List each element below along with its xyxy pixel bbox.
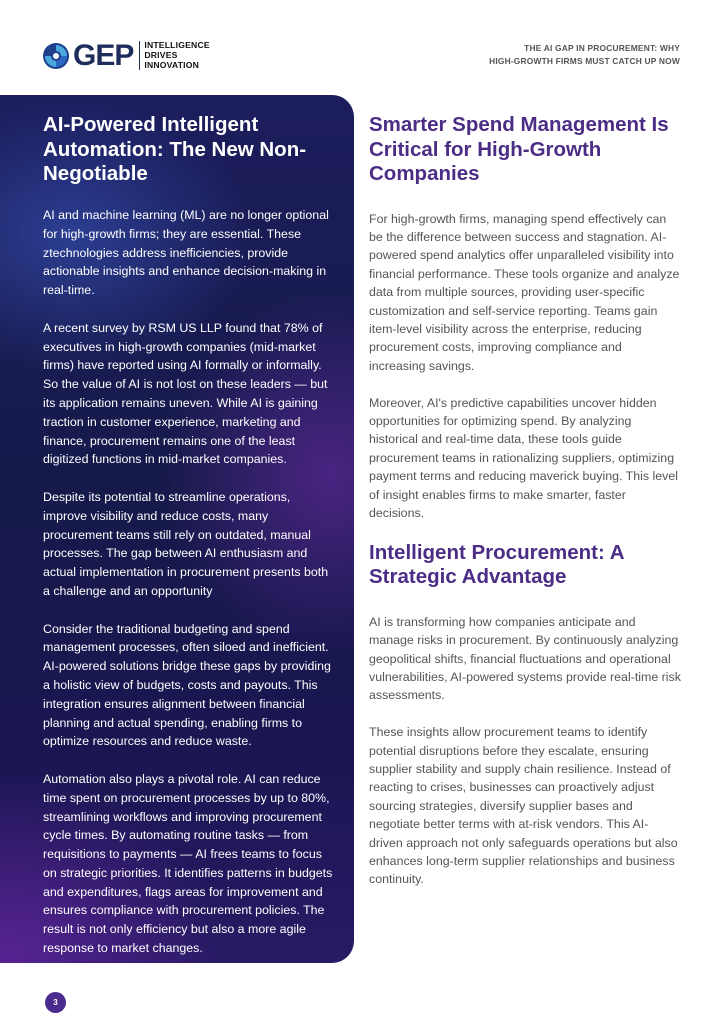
paragraph: Despite its potential to streamline operations, improve visibility and reduce costs, many procurement teams still rely on outdated, manual processes. The gap between AI enthusiasm and actual implementation in procurement presents both a challenge and an opportunity bbox=[43, 489, 329, 598]
section-body-spend-management bbox=[369, 210, 681, 523]
logo-tagline: INTELLIGENCE DRIVES INNOVATION bbox=[139, 41, 209, 70]
page-header bbox=[0, 0, 724, 90]
document-title: THE AI GAP IN PROCUREMENT: WHY HIGH-GROWTH FIRMS MUST CATCH UP NOW bbox=[489, 43, 680, 66]
paragraph: These insights allow procurement teams to identify potential disruptions before they escalate, ensuring supplier stability and supply chain resilience. Instead of reacting to crises, businesses can proactively adjust sourcing strategies, diversify supplier bases and negotiate better terms with at-risk vendors. This AI-driven approach not only safeguards operations but also enhances long-term supplier relationships and business continuity. bbox=[369, 725, 678, 887]
gep-swirl-icon bbox=[42, 42, 70, 70]
left-section-title: AI-Powered Intelligent Automation: The New Non-Negotiable bbox=[43, 113, 307, 185]
paragraph: Consider the traditional budgeting and spend management processes, often siloed and inefficient. AI-powered solutions bridge these gaps by providing a holistic view of budgets, costs and payouts. This integration ensures alignment between financial planning and actual spending, enabling firms to optimize resources and reduce waste. bbox=[43, 621, 331, 749]
gep-logo bbox=[42, 38, 210, 72]
paragraph: For high-growth firms, managing spend effectively can be the difference between success and stagnation. AI-powered spend analytics offer unparalleled visibility into financial performance. These tools organize and analyze data from multiple sources, providing user-specific customization and self-service reporting. Teams gain item-level visibility across the enterprise, reducing procurement costs, improving compliance and increasing savings. bbox=[369, 211, 680, 373]
section-title-spend-management: Smarter Spend Management Is Critical for High-Growth Companies bbox=[369, 113, 669, 185]
paragraph: AI is transforming how companies anticipate and manage risks in procurement. By continuously analyzing geopolitical shifts, financial fluctuations and operational vulnerabilities, AI-powered systems provide real-time risk assessments. bbox=[369, 614, 681, 703]
paragraph: A recent survey by RSM US LLP found that 78% of executives in high-growth companies (mid-market firms) have reported using AI formally or informally. So the value of AI is not lost on these leaders — but its application remains uneven. While AI is gaining traction in customer experience, marketing and finance, procurement remains one of the least digitized functions in mid-market companies. bbox=[43, 320, 328, 467]
left-feature-panel bbox=[0, 95, 354, 963]
page-number-badge: 3 bbox=[45, 992, 66, 1013]
right-column bbox=[369, 113, 681, 907]
section-title-intelligent-procurement: Intelligent Procurement: A Strategic Advantage bbox=[369, 540, 624, 589]
paragraph: Moreover, AI's predictive capabilities uncover hidden opportunities for optimizing spend. By analyzing historical and real-time data, these tools guide procurement teams in rationalizing suppliers, optimizing payment terms and reducing maverick buying. This level of insight enables firms to make smarter, faster decisions. bbox=[369, 395, 678, 520]
section-body-intelligent-procurement bbox=[369, 613, 681, 889]
paragraph: Automation also plays a pivotal role. AI can reduce time spent on procurement processes by up to 80%, streamlining workflows and improving procurement cycle times. By automating routine tasks — from requisitions to payments — AI frees teams to focus on strategic priorities. It identifies patterns in budgets and expenditures, flags areas for improvement and ensures compliance with procurement policies. The result is not only efficiency but also a more agile response to market changes. bbox=[43, 771, 333, 956]
left-section-body bbox=[43, 206, 335, 963]
paragraph: AI and machine learning (ML) are no longer optional for high-growth firms; they are essential. These ztechnologies address inefficiencies, provide actionable insights and enhance decision-making in real-time. bbox=[43, 208, 329, 298]
logo-wordmark: GEP bbox=[73, 38, 134, 72]
